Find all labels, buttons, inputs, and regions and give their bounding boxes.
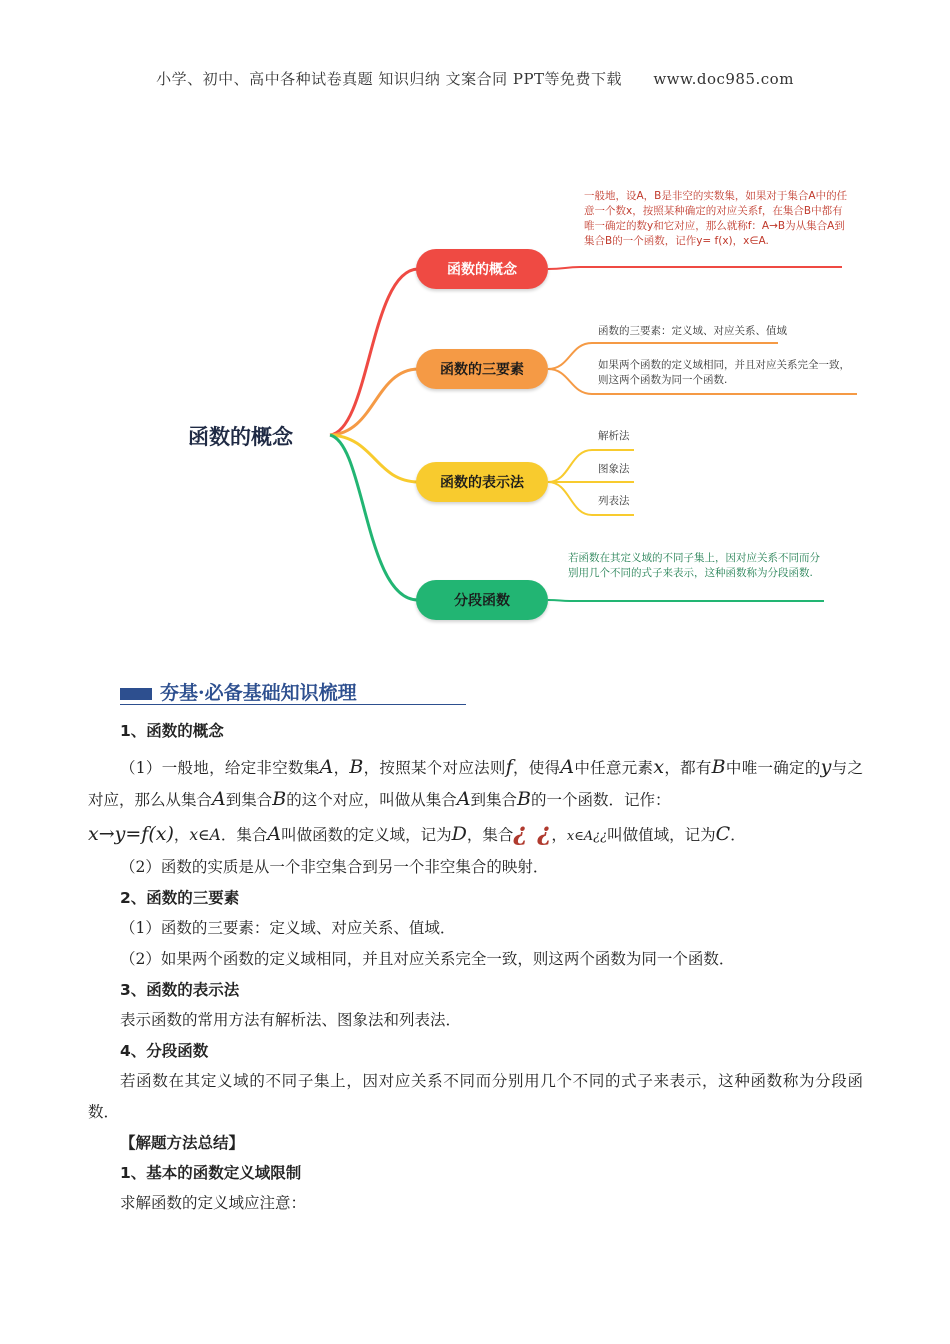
mind-map (160, 175, 880, 635)
section-3-title: 3、函数的表示法 (120, 981, 240, 999)
section-banner (120, 678, 466, 708)
mind-map-elements-note-1: 函数的三要素：定义域、对应关系、值域 (598, 325, 787, 337)
mind-map-method-analytic: 解析法 (598, 430, 630, 442)
section-2-paragraph-2: （2）如果两个函数的定义域相同，并且对应关系完全一致，则这两个函数为同一个函数． (120, 950, 735, 968)
mind-map-node-representation: 函数的表示法 (416, 462, 548, 502)
section-3-paragraph-1: 表示函数的常用方法有解析法、图象法和列表法． (120, 1011, 462, 1029)
section-1-paragraph-1: （1）一般地，给定非空数集A，B，按照某个对应法则f，使得A中任意元素x，都有B中唯一确定的y与之对应，那么从集合A到集合B的这个对应，叫做从集合A到集合B的一个函数．记作： (88, 756, 863, 810)
section-1-paragraph-1-cont: x→y=f(x)，x∈A．集合A叫做函数的定义域，记为D，集合¿ ¿，x∈A¿¿叫做值域，记为C． (88, 817, 746, 846)
section-2-title: 2、函数的三要素 (120, 889, 240, 907)
section-1-paragraph-2: （2）函数的实质是从一个非空集合到另一个非空集合的映射． (120, 858, 549, 876)
section-2-paragraph-1: （1）函数的三要素：定义域、对应关系、值域． (120, 919, 456, 937)
broken-formula-glyph: ¿ (537, 817, 552, 846)
mind-map-elements-note-2: 如果两个函数的定义域相同，并且对应关系完全一致，则这两个函数为同一个函数. (598, 359, 850, 386)
section-4-title: 4、分段函数 (120, 1042, 209, 1060)
mind-map-method-table: 列表法 (598, 495, 630, 507)
header-site-link[interactable]: www.doc985.com (653, 70, 794, 88)
header-text: 小学、初中、高中各种试卷真题 知识归纳 文案合同 PPT等免费下载 (156, 70, 623, 88)
method-1-paragraph-1: 求解函数的定义域应注意： (120, 1194, 307, 1212)
mind-map-node-concept: 函数的概念 (416, 249, 548, 289)
section-4-paragraph-1: 若函数在其定义域的不同子集上，因对应关系不同而分别用几个不同的式子来表示，这种函数称为分段函数． (88, 1072, 863, 1121)
section-1-title: 1、函数的概念 (120, 722, 224, 740)
mind-map-node-elements: 函数的三要素 (416, 349, 548, 389)
banner-bar (120, 688, 152, 700)
mind-map-root: 函数的概念 (188, 425, 293, 449)
page-header (0, 68, 950, 89)
function-notation: x→y=f(x) (88, 823, 174, 845)
mind-map-node-piecewise: 分段函数 (416, 580, 548, 620)
mind-map-method-graph: 图象法 (598, 463, 630, 475)
method-1-title: 1、基本的函数定义域限制 (120, 1164, 302, 1182)
method-summary-title: 【解题方法总结】 (120, 1134, 245, 1152)
banner-title: 夯基·必备基础知识梳理 (160, 682, 357, 704)
mind-map-concept-note: 一般地，设A，B是非空的实数集，如果对于集合A中的任意一个数x，按照某种确定的对应关系f，在集合B中都有唯一确定的数y和它对应，那么就称f：A→B为从集合A到集合B的一个函数，记作y= f(x)，x∈A. (584, 190, 848, 247)
broken-formula-glyph: ¿ (513, 817, 528, 846)
content-body (88, 716, 863, 1219)
banner-rule (120, 704, 466, 705)
mind-map-piecewise-note: 若函数在其定义域的不同子集上，因对应关系不同而分别用几个不同的式子来表示，这种函数称为分段函数. (568, 552, 820, 579)
